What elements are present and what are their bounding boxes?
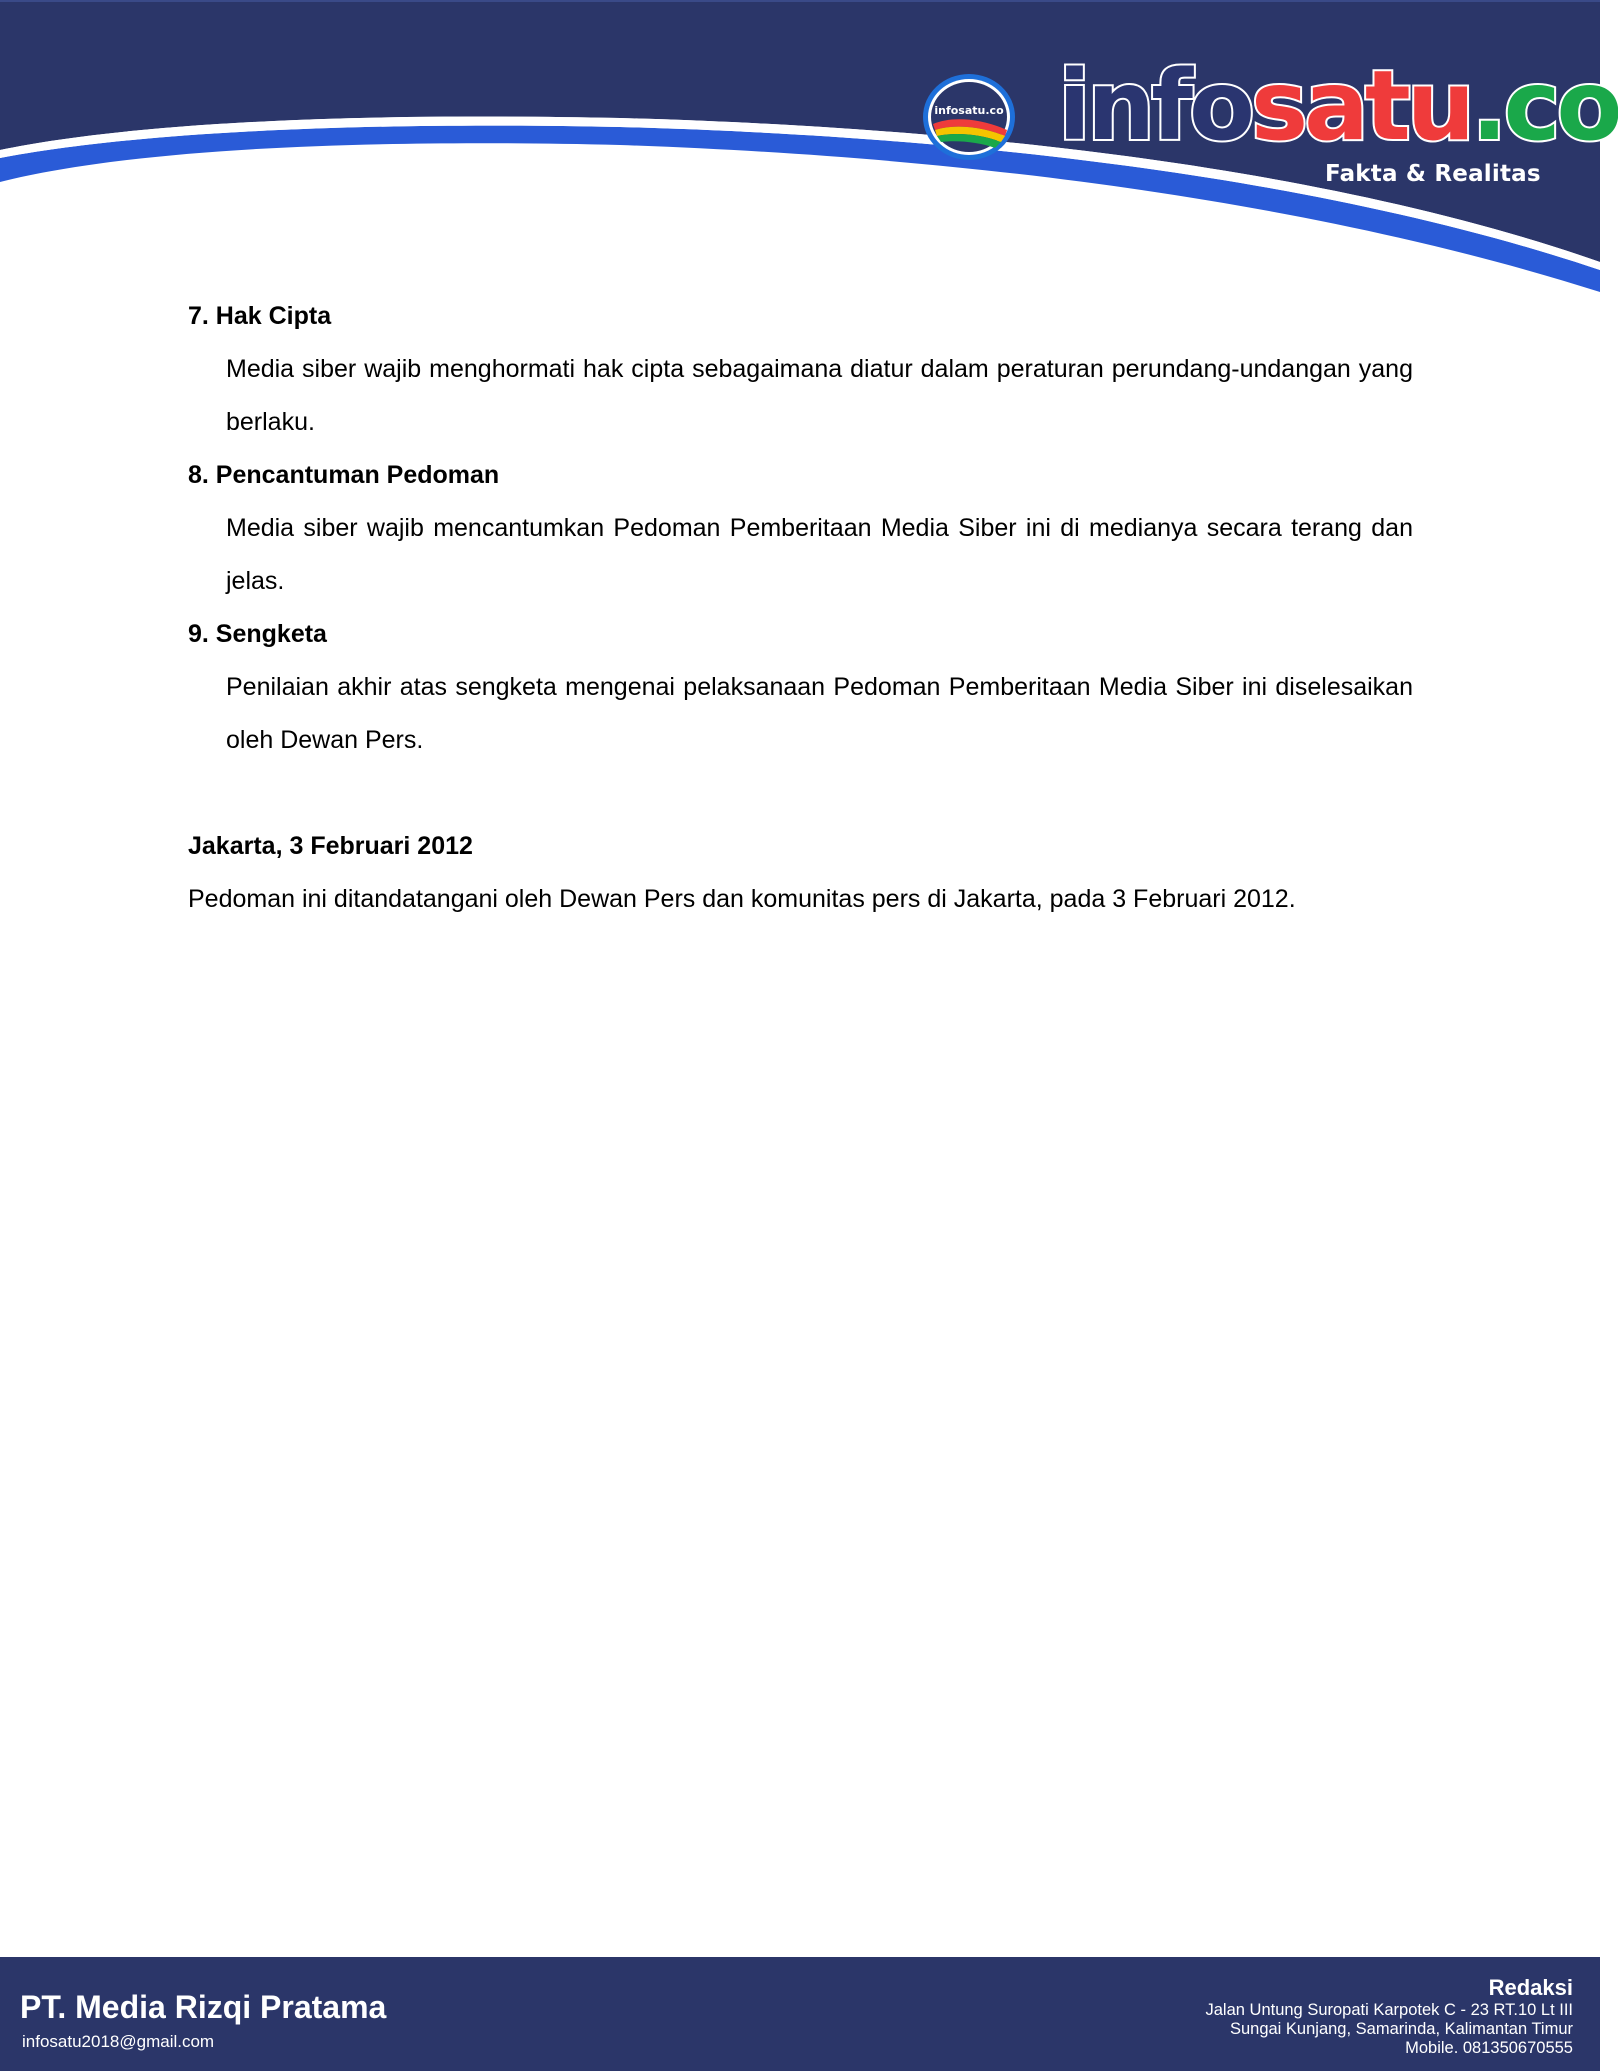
logo-text: infosatu.co — [934, 104, 1004, 117]
section-body-hak-cipta: Media siber wajib menghormati hak cipta sebagaimana diatur dalam peraturan perundang-undangan yang berlaku. — [226, 355, 1413, 436]
letterhead-footer — [0, 1957, 1600, 2071]
brand-logo-icon — [921, 72, 1017, 162]
closing-block — [188, 820, 1413, 926]
brand-tagline: Fakta & Realitas — [1325, 161, 1541, 187]
section-title-hak-cipta: 7. Hak Cipta — [188, 302, 332, 330]
redaksi-address — [1206, 2001, 1574, 2058]
section-body-sengketa: Penilaian akhir atas sengketa mengenai pelaksanaan Pedoman Pemberitaan Media Siber ini diselesaikan oleh Dewan Pers. — [226, 673, 1413, 754]
document-body — [188, 290, 1413, 926]
section-body-pencantuman-pedoman: Media siber wajib mencantumkan Pedoman Pemberitaan Media Siber ini di medianya secara terang dan jelas. — [226, 514, 1413, 595]
brand-wordmark — [1058, 50, 1618, 162]
brand-part-info: info — [1058, 50, 1251, 162]
brand-part-co: .co — [1471, 50, 1618, 162]
section-title-sengketa: 9. Sengketa — [188, 620, 327, 648]
closing-statement: Pedoman ini ditandatangani oleh Dewan Pers dan komunitas pers di Jakarta, pada 3 Februari 2012. — [188, 885, 1296, 913]
section-title-pencantuman-pedoman: 8. Pencantuman Pedoman — [188, 461, 500, 489]
brand-part-satu: satu — [1250, 50, 1472, 162]
company-name: PT. Media Rizqi Pratama — [20, 1989, 387, 2025]
address-line-2: Sungai Kunjang, Samarinda, Kalimantan Timur — [1229, 2020, 1573, 2038]
mobile-number: Mobile. 081350670555 — [1405, 2039, 1573, 2057]
company-email: infosatu2018@gmail.com — [22, 2032, 215, 2051]
closing-date-title: Jakarta, 3 Februari 2012 — [188, 832, 473, 860]
address-line-1: Jalan Untung Suropati Karpotek C - 23 RT.10 Lt III — [1205, 2001, 1573, 2019]
redaksi-label: Redaksi — [1488, 1975, 1573, 2000]
